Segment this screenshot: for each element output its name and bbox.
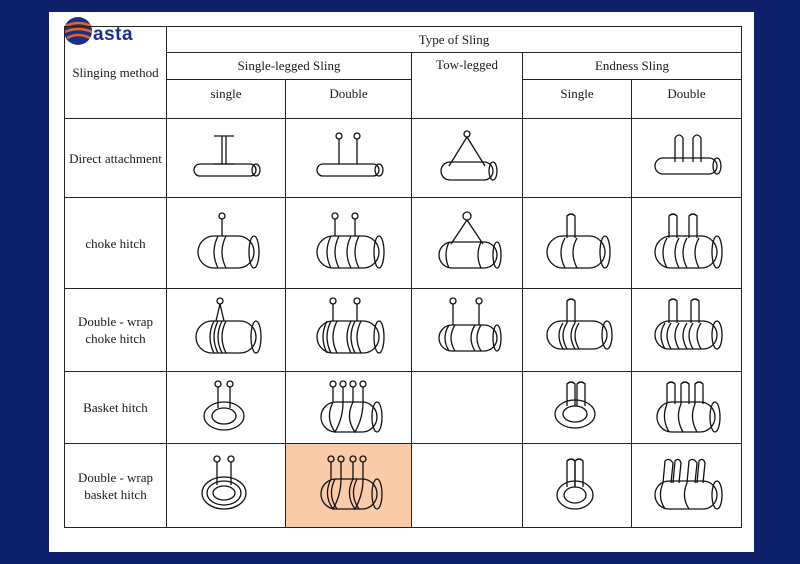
figure-cell-highlighted bbox=[286, 444, 412, 528]
dwchoke-double-icon bbox=[309, 295, 389, 365]
table-row bbox=[65, 119, 742, 198]
figure-cell bbox=[412, 198, 523, 289]
logo-text: asta bbox=[93, 24, 134, 45]
basket-endless-single-icon bbox=[537, 378, 617, 438]
dwbasket-double-icon bbox=[309, 453, 389, 519]
figure-cell bbox=[523, 198, 632, 289]
figure-cell bbox=[523, 372, 632, 444]
slide bbox=[49, 12, 754, 552]
figure-cell bbox=[632, 444, 742, 528]
method-label: Basket hitch bbox=[65, 372, 167, 444]
header-type-of-sling: Type of Sling bbox=[167, 27, 742, 53]
figure-cell bbox=[286, 289, 412, 372]
figure-cell bbox=[412, 119, 523, 198]
header-tow-legged: Tow-legged bbox=[412, 53, 523, 119]
figure-cell bbox=[523, 289, 632, 372]
method-label: Direct attachment bbox=[65, 119, 167, 198]
header-slinging-method: Slinging method bbox=[65, 27, 167, 119]
figure-cell bbox=[412, 289, 523, 372]
sling-table bbox=[64, 26, 742, 528]
dwchoke-endless-double-icon bbox=[647, 295, 727, 365]
table-row bbox=[65, 372, 742, 444]
table-row bbox=[65, 198, 742, 289]
subheader-double: Double bbox=[286, 80, 412, 119]
subheader-endless-single: Single bbox=[523, 80, 632, 119]
figure-cell-empty bbox=[412, 444, 523, 528]
header-endless-sling: Endness Sling bbox=[523, 53, 742, 80]
figure-cell-empty bbox=[523, 119, 632, 198]
header-single-legged: Single-legged Sling bbox=[167, 53, 412, 80]
figure-cell bbox=[523, 444, 632, 528]
basket-single-icon bbox=[186, 378, 266, 438]
method-label: choke hitch bbox=[65, 198, 167, 289]
basket-double-icon bbox=[309, 378, 389, 438]
figure-cell bbox=[286, 119, 412, 198]
figure-cell bbox=[632, 198, 742, 289]
dwchoke-endless-single-icon bbox=[537, 295, 617, 365]
basket-endless-double-icon bbox=[647, 378, 727, 438]
figure-cell bbox=[286, 198, 412, 289]
subheader-endless-double: Double bbox=[632, 80, 742, 119]
dwbasket-single-icon bbox=[186, 453, 266, 519]
figure-cell bbox=[632, 289, 742, 372]
subheader-single: single bbox=[167, 80, 286, 119]
direct-tow-icon bbox=[427, 126, 507, 190]
table-row bbox=[65, 289, 742, 372]
figure-cell bbox=[167, 444, 286, 528]
choke-single-icon bbox=[186, 208, 266, 278]
direct-single-icon bbox=[186, 128, 266, 188]
figure-cell bbox=[286, 372, 412, 444]
dwbasket-endless-single-icon bbox=[537, 453, 617, 519]
choke-endless-single-icon bbox=[537, 208, 617, 278]
figure-cell bbox=[632, 119, 742, 198]
figure-cell bbox=[167, 198, 286, 289]
figure-cell-empty bbox=[412, 372, 523, 444]
figure-cell bbox=[167, 289, 286, 372]
dwchoke-single-icon bbox=[186, 295, 266, 365]
dwchoke-tow-icon bbox=[427, 295, 507, 365]
method-label: Double - wrap basket hitch bbox=[65, 444, 167, 528]
dwbasket-endless-double-icon bbox=[647, 453, 727, 519]
figure-cell bbox=[167, 372, 286, 444]
figure-cell bbox=[167, 119, 286, 198]
choke-tow-icon bbox=[427, 208, 507, 278]
direct-endless-double-icon bbox=[647, 128, 727, 188]
choke-double-icon bbox=[309, 208, 389, 278]
method-label: Double - wrap choke hitch bbox=[65, 289, 167, 372]
table-row bbox=[65, 444, 742, 528]
direct-double-icon bbox=[309, 128, 389, 188]
choke-endless-double-icon bbox=[647, 208, 727, 278]
figure-cell bbox=[632, 372, 742, 444]
